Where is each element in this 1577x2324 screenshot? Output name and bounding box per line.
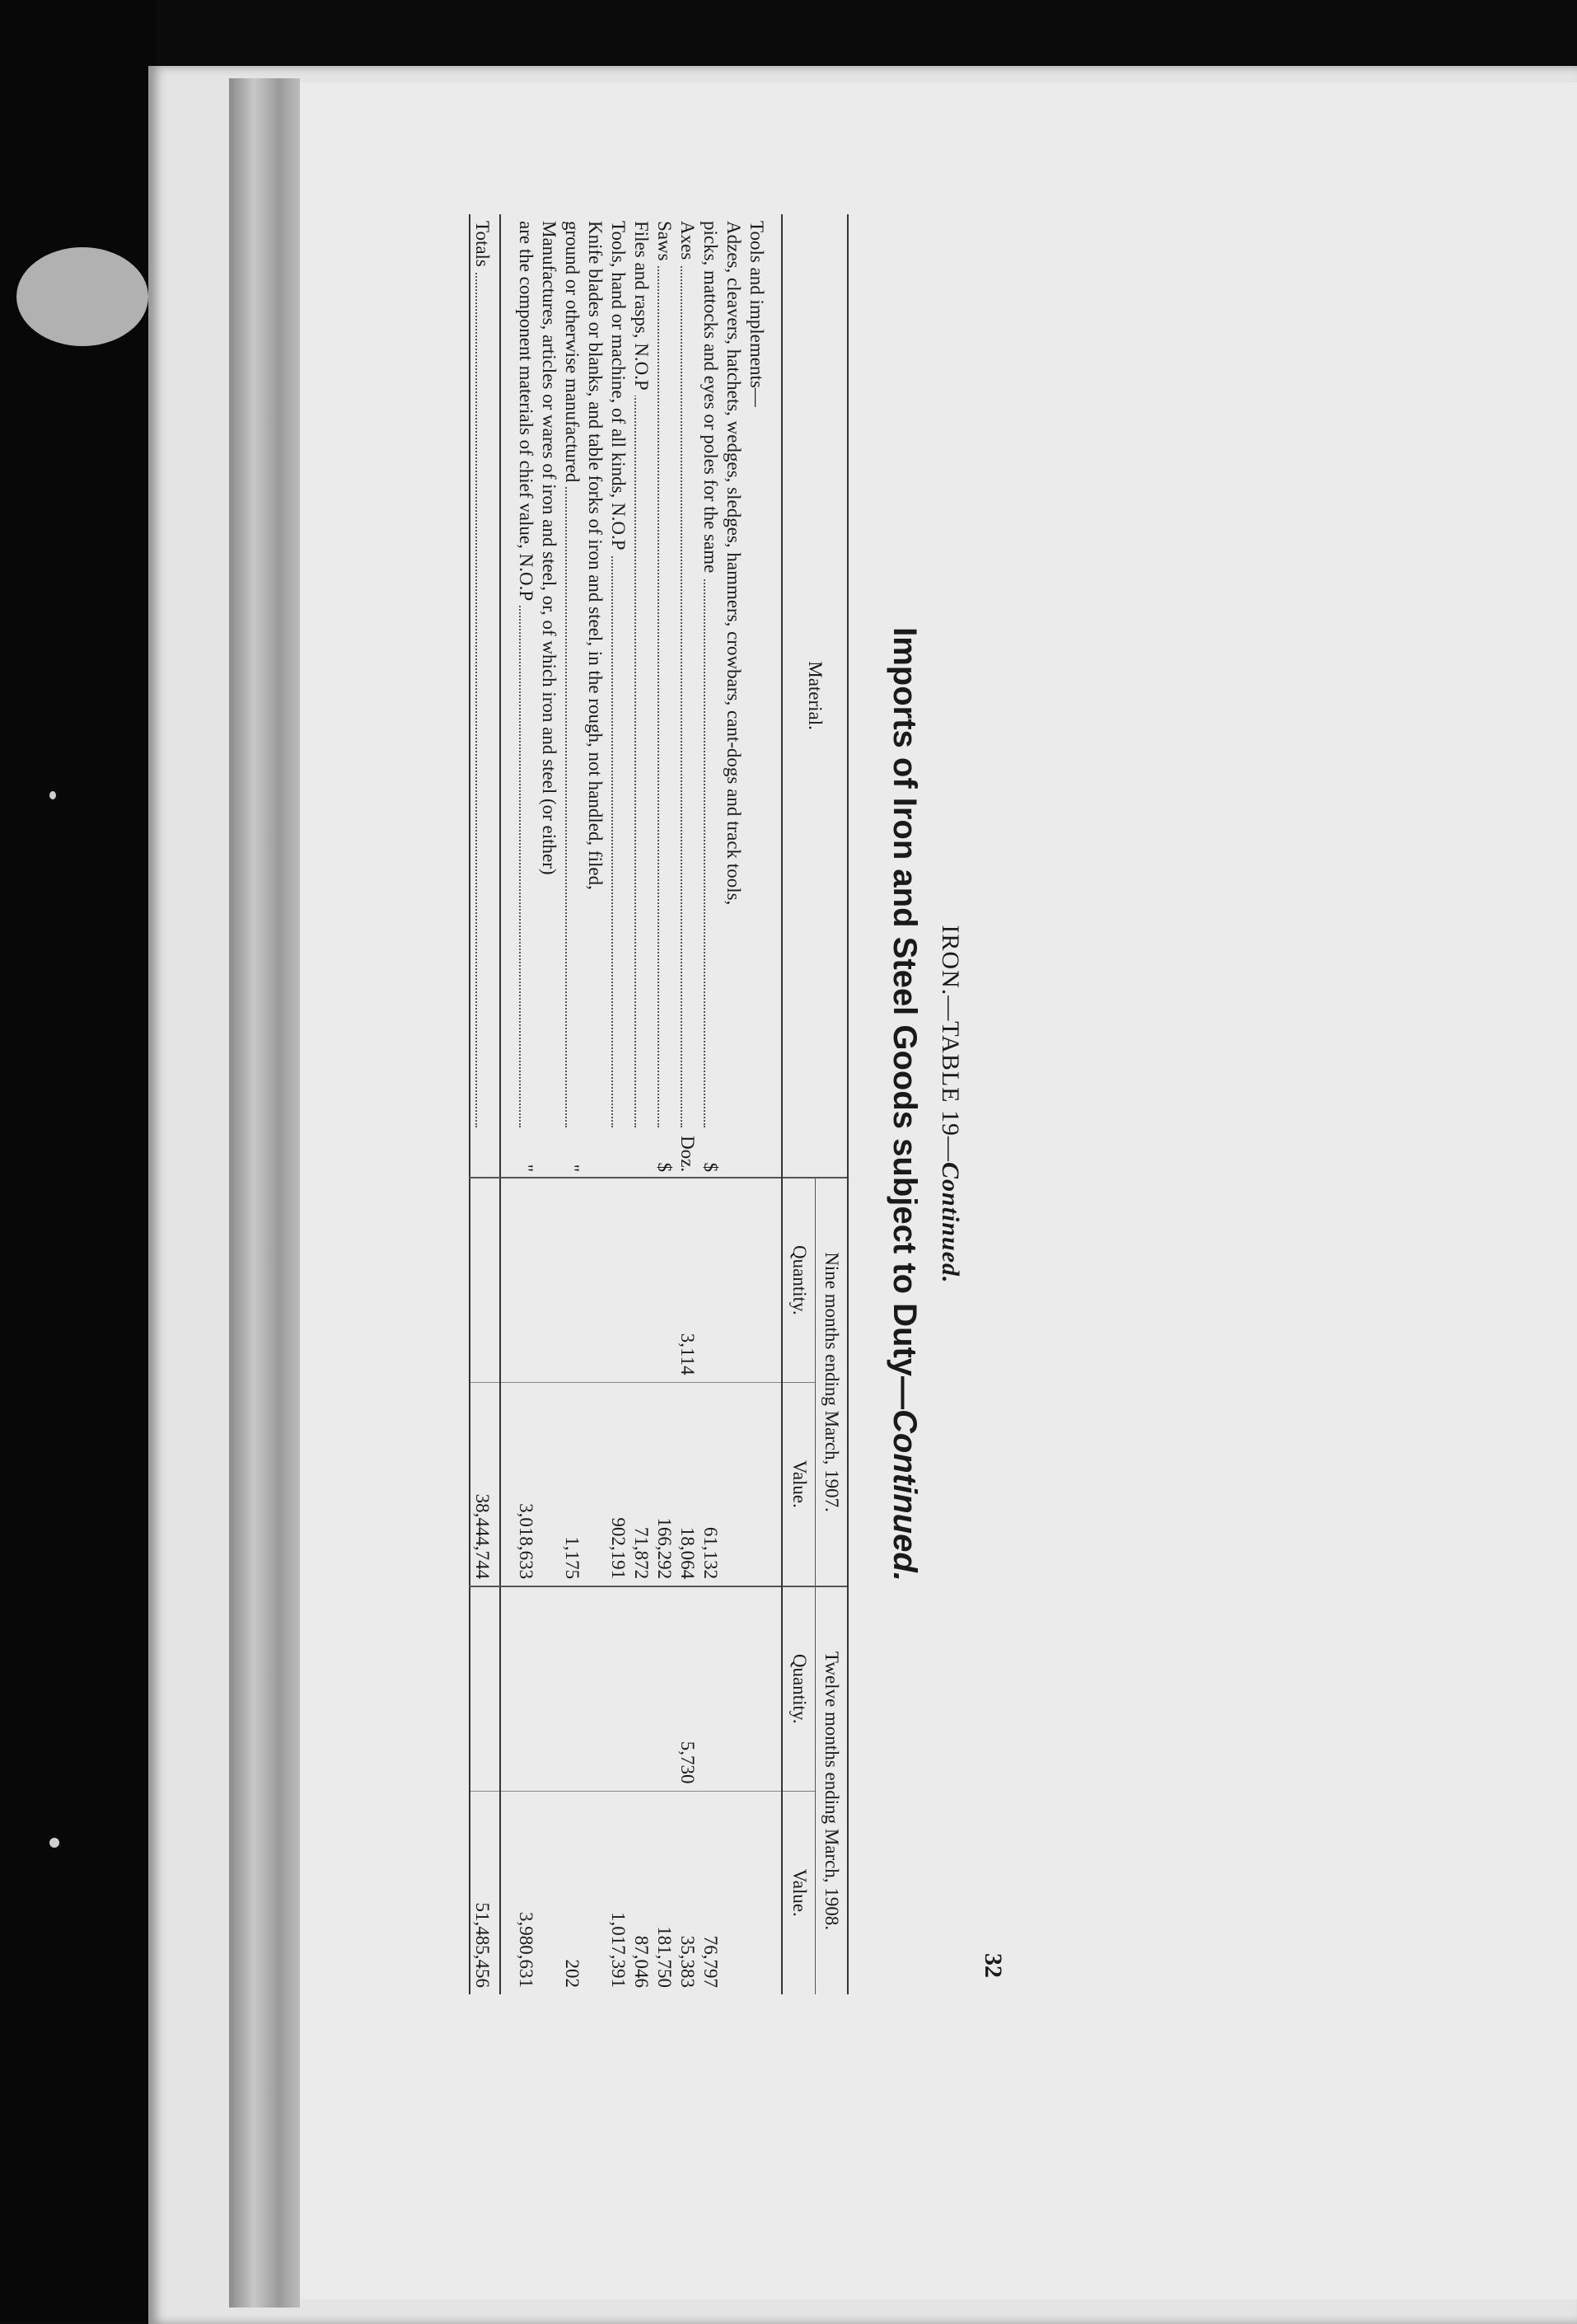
row-value-1907: 61,132 [699, 1382, 722, 1586]
row-value-1908: 202 [560, 1791, 583, 1994]
row-material: Saws [654, 221, 675, 266]
header-material: Material. [782, 214, 848, 1178]
table-row [722, 214, 745, 1994]
row-quantity-1908: 5,730 [676, 1586, 699, 1791]
row-quantity-1907 [537, 1178, 560, 1382]
row-value-1908: 181,750 [653, 1791, 676, 1994]
row-quantity-1907 [745, 1178, 768, 1382]
table-row [653, 214, 676, 1994]
row-quantity-1907 [514, 1178, 537, 1382]
row-value-1907 [722, 1382, 745, 1586]
row-value-1907 [537, 1382, 560, 1586]
row-quantity-1908 [722, 1586, 745, 1791]
row-value-1907: 902,191 [606, 1382, 629, 1586]
page-number: 32 [980, 1953, 1007, 1978]
row-material: ground or otherwise manufactured [562, 221, 583, 487]
row-value-1907: 18,064 [676, 1382, 699, 1586]
row-quantity-1907 [699, 1178, 722, 1382]
imports-table [464, 214, 849, 1994]
row-value-1908: 35,383 [676, 1791, 699, 1994]
header-quantity: Quantity. [782, 1178, 815, 1382]
table-reference: IRON.—TABLE 19—Continued. [937, 925, 964, 1284]
table-row [699, 214, 722, 1994]
row-material: are the component materials of chief value, N.O.P [516, 221, 536, 606]
row-quantity-1907 [583, 1178, 606, 1382]
row-quantity-1908 [653, 1586, 676, 1791]
row-material: Knife blades or blanks, and table forks of iron and steel, in the rough, not handled, filed, [585, 221, 606, 895]
row-value-1908 [537, 1791, 560, 1994]
table-row [560, 214, 583, 1994]
header-value: Value. [782, 1382, 815, 1586]
scan-speck [16, 247, 148, 346]
row-material: Axes [677, 221, 698, 265]
scan-speck [49, 1838, 59, 1848]
row-quantity-1907 [653, 1178, 676, 1382]
row-value-1908: 87,046 [629, 1791, 653, 1994]
row-value-1908: 3,980,631 [514, 1791, 537, 1994]
row-value-1908: 76,797 [699, 1791, 722, 1994]
row-value-1907: 71,872 [629, 1382, 653, 1586]
row-quantity-1908 [583, 1586, 606, 1791]
header-period-1908: Twelve months ending March, 1908. [815, 1586, 848, 1994]
table-row [583, 214, 606, 1994]
row-quantity-1908 [745, 1586, 768, 1791]
row-quantity-1908 [537, 1586, 560, 1791]
total-value-1908: 51,485,456 [470, 1791, 500, 1994]
row-value-1908 [745, 1791, 768, 1994]
row-value-1907: 166,292 [653, 1382, 676, 1586]
table-row [537, 214, 560, 1994]
scan-speck [49, 791, 56, 799]
page-title: Imports of Iron and Steel Goods subject to Duty—Continued. [887, 627, 923, 1581]
header-value: Value. [782, 1791, 815, 1994]
row-quantity-1907 [560, 1178, 583, 1382]
row-quantity-1907 [722, 1178, 745, 1382]
row-unit: $ [700, 1162, 722, 1173]
total-value-1907: 38,444,744 [470, 1382, 500, 1586]
table-row [676, 214, 699, 1994]
row-quantity-1907 [606, 1178, 629, 1382]
rotated-page-content [305, 198, 1013, 2011]
row-value-1907 [745, 1382, 768, 1586]
row-material: Files and rasps, N.O.P [631, 221, 652, 396]
row-quantity-1908 [606, 1586, 629, 1791]
totals-label: Totals [472, 221, 493, 272]
row-quantity-1908 [629, 1586, 653, 1791]
row-value-1908 [583, 1791, 606, 1994]
row-value-1908 [722, 1791, 745, 1994]
table-row [514, 214, 537, 1994]
table-row [629, 214, 653, 1994]
totals-row [470, 214, 500, 1994]
total-quantity-1908 [470, 1586, 500, 1791]
row-unit: " [562, 1164, 583, 1173]
row-material: Tools, hand or machine, of all kinds, N.O.P [608, 221, 629, 555]
row-material: Tools and implements— [746, 221, 767, 412]
header-period-1907: Nine months ending March, 1907. [815, 1178, 848, 1586]
scan-dark-margin [0, 0, 157, 2322]
table-row [745, 214, 768, 1994]
row-unit: Doz. [677, 1136, 699, 1173]
row-value-1908: 1,017,391 [606, 1791, 629, 1994]
row-value-1907: 1,175 [560, 1382, 583, 1586]
page-binding-edge [229, 78, 300, 2308]
row-unit: " [516, 1164, 537, 1173]
row-material: Manufactures, articles or wares of iron and steel, or, of which iron and steel (or either) [539, 221, 559, 880]
total-quantity-1907 [470, 1178, 500, 1382]
row-quantity-1908 [699, 1586, 722, 1791]
row-unit: $ [654, 1162, 676, 1173]
header-quantity: Quantity. [782, 1586, 815, 1791]
table-row [606, 214, 629, 1994]
row-quantity-1907 [629, 1178, 653, 1382]
row-quantity-1908 [560, 1586, 583, 1791]
row-value-1907 [583, 1382, 606, 1586]
row-material: Adzes, cleavers, hatchets, wedges, sledges, hammers, crowbars, cant-dogs and track tools, [723, 221, 744, 910]
row-material: picks, mattocks and eyes or poles for the same [700, 221, 721, 578]
row-quantity-1908 [514, 1586, 537, 1791]
row-quantity-1907: 3,114 [676, 1178, 699, 1382]
row-value-1907: 3,018,633 [514, 1382, 537, 1586]
